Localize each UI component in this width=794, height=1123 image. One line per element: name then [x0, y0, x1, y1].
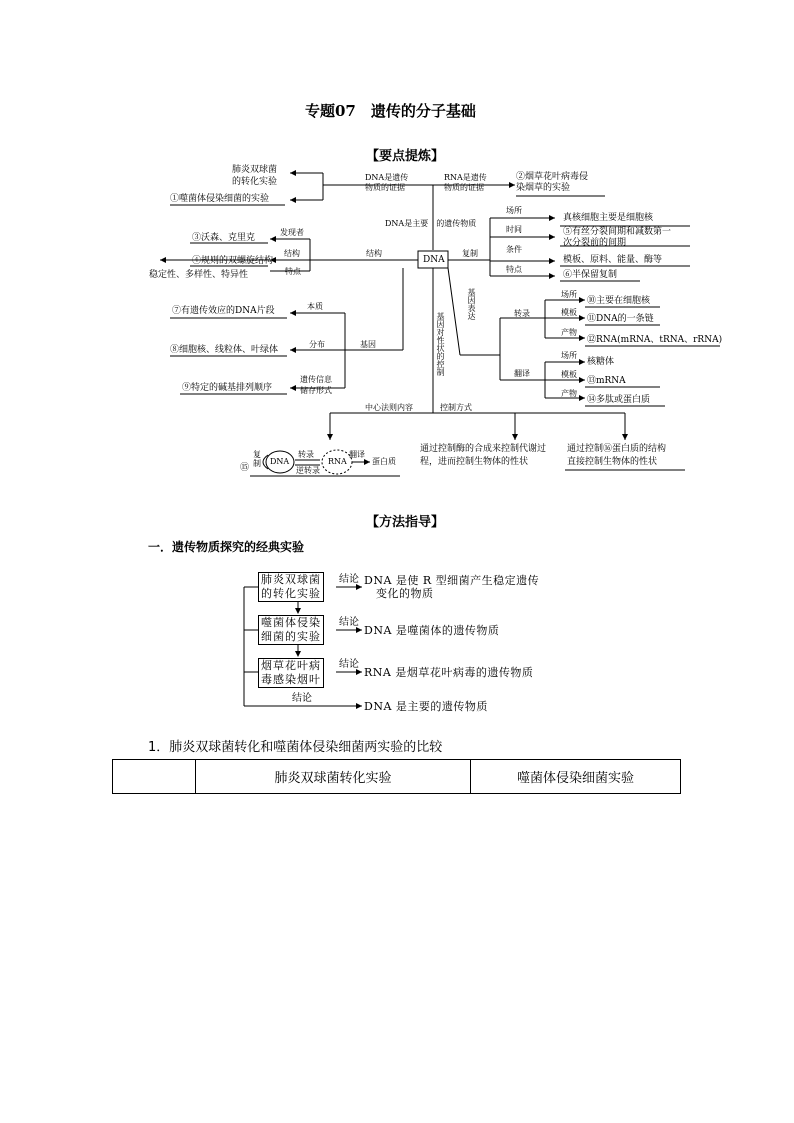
flow-box-pneumo: 肺炎双球菌 的转化实验 [258, 572, 324, 602]
map-gene-info: ⑨特定的碱基排列顺序 [182, 383, 273, 393]
flow-concl-final-label: 结论 [292, 693, 312, 704]
cd-reverse: 逆转录 [296, 466, 320, 475]
flow-concl-label-2: 结论 [339, 617, 359, 628]
map-gene-expr: 基因表达 [467, 288, 476, 320]
map-tr-template-label: 模板 [561, 308, 577, 317]
map-transcription: 转录 [514, 309, 530, 318]
cd-transcribe: 转录 [298, 450, 314, 459]
map-tr-product: ⑫RNA(mRNA、tRNA、rRNA) [587, 335, 723, 345]
flow-concl-final: DNA 是主要的遗传物质 [364, 700, 488, 713]
table-header-phage: 噬菌体侵染细菌实验 [471, 760, 681, 794]
map-pneumo-exp: 肺炎双球菌 的转化实验 [232, 165, 278, 187]
map-control-method-label: 控制方式 [440, 403, 472, 412]
table-header-pneumo: 肺炎双球菌转化实验 [196, 760, 471, 794]
flow-concl-3: RNA 是烟草花叶病毒的遗传物质 [364, 666, 534, 679]
cd-translate: 翻译 [349, 450, 365, 459]
map-replication: 复制 [462, 249, 478, 258]
section-method-guide: 【方法指导】 [366, 515, 445, 530]
map-structure-label: 结构 [284, 249, 300, 258]
map-tl-place: 核糖体 [587, 357, 615, 367]
map-rep-feat-label: 特点 [506, 265, 522, 274]
map-gene-control: 基因对性状的控制 [436, 312, 445, 376]
flow-box-phage: 噬菌体侵染 细菌的实验 [258, 615, 324, 645]
map-central-dogma-label: 中心法则内容 [365, 403, 413, 412]
cd-num: ⑮ [240, 463, 250, 473]
map-center: DNA [423, 255, 445, 265]
map-structure-label2: 结构 [366, 249, 382, 258]
map-dna-evidence: DNA是遗传 物质的证据 [365, 173, 409, 192]
map-tmv: ②烟草花叶病毒侵 染烟草的实验 [516, 172, 589, 193]
comparison-table [112, 759, 681, 794]
map-tr-place: ⑩主要在细胞核 [587, 296, 651, 306]
map-phage-exp: ①噬菌体侵染细菌的实验 [170, 194, 270, 204]
flow-concl-label-1: 结论 [339, 574, 359, 585]
map-gene-label: 基因 [360, 340, 376, 349]
page-title: 专题07 遗传的分子基础 [305, 102, 476, 120]
map-tl-place-label: 场所 [561, 351, 577, 360]
cd-replicate: 复制 [253, 450, 261, 468]
table-row [113, 760, 681, 794]
flow-concl-2: DNA 是噬菌体的遗传物质 [364, 624, 500, 637]
map-rep-place-label: 场所 [506, 206, 522, 215]
flow-box-tmv: 烟草花叶病 毒感染烟叶 [258, 658, 324, 688]
map-rep-time: ⑤有丝分裂间期和减数第一 次分裂前的间期 [563, 227, 672, 248]
map-tl-product-label: 产物 [561, 389, 577, 398]
map-tr-place-label: 场所 [561, 290, 577, 299]
table-header-empty [113, 760, 196, 794]
map-stability: 稳定性、多样性、特异性 [149, 270, 249, 280]
map-gene-essence: ⑦有遗传效应的DNA片段 [172, 306, 275, 316]
item-comparison-heading: 1．肺炎双球菌转化和噬菌体侵染细菌两实验的比较 [148, 740, 443, 755]
cd-protein: 蛋白质 [372, 457, 396, 466]
map-tr-product-label: 产物 [561, 328, 577, 337]
map-tl-product: ⑭多肽或蛋白质 [587, 395, 651, 405]
map-tr-template: ⑪DNA的一条链 [587, 314, 654, 324]
map-distribution-label: 分布 [309, 340, 325, 349]
map-indirect: 通过控制酶的合成来控制代谢过 程，进而控制生物体的性状 [420, 444, 547, 467]
heading-classic-experiments: 一．遗传物质探究的经典实验 [148, 540, 305, 554]
map-discoverer-label: 发现者 [280, 228, 304, 237]
map-essence-label: 本质 [307, 302, 323, 311]
map-info-label: 遗传信息 储存形式 [300, 375, 332, 395]
map-rna-evidence: RNA是遗传 物质的证据 [444, 173, 487, 192]
map-rep-cond-label: 条件 [506, 245, 522, 254]
cd-rna: RNA [328, 457, 347, 466]
map-features-label: 特点 [285, 267, 301, 276]
map-rep-time-label: 时间 [506, 225, 522, 234]
flow-concl-1: DNA 是使 R 型细菌产生稳定遗传 变化的物质 [364, 574, 540, 600]
map-direct: 通过控制⑯蛋白质的结构 直接控制生物体的性状 [567, 444, 667, 467]
map-discoverer: ③沃森、克里克 [192, 233, 256, 243]
map-main-material: DNA是主要 的遗传物质 [385, 219, 477, 228]
map-tl-template-label: 模板 [561, 370, 577, 379]
map-rep-cond: 模板、原料、能量、酶等 [563, 255, 663, 265]
cd-dna: DNA [270, 457, 290, 466]
map-gene-distribution: ⑧细胞核、线粒体、叶绿体 [170, 345, 279, 355]
flow-concl-label-3: 结论 [339, 659, 359, 670]
map-rep-place: 真核细胞主要是细胞核 [563, 213, 654, 223]
map-tl-template: ⑬mRNA [587, 376, 626, 386]
section-key-points: 【要点提炼】 [366, 149, 445, 164]
map-rep-feat: ⑥半保留复制 [563, 270, 618, 280]
map-translation: 翻译 [514, 369, 530, 378]
map-double-helix: ④规则的双螺旋结构 [192, 256, 274, 266]
